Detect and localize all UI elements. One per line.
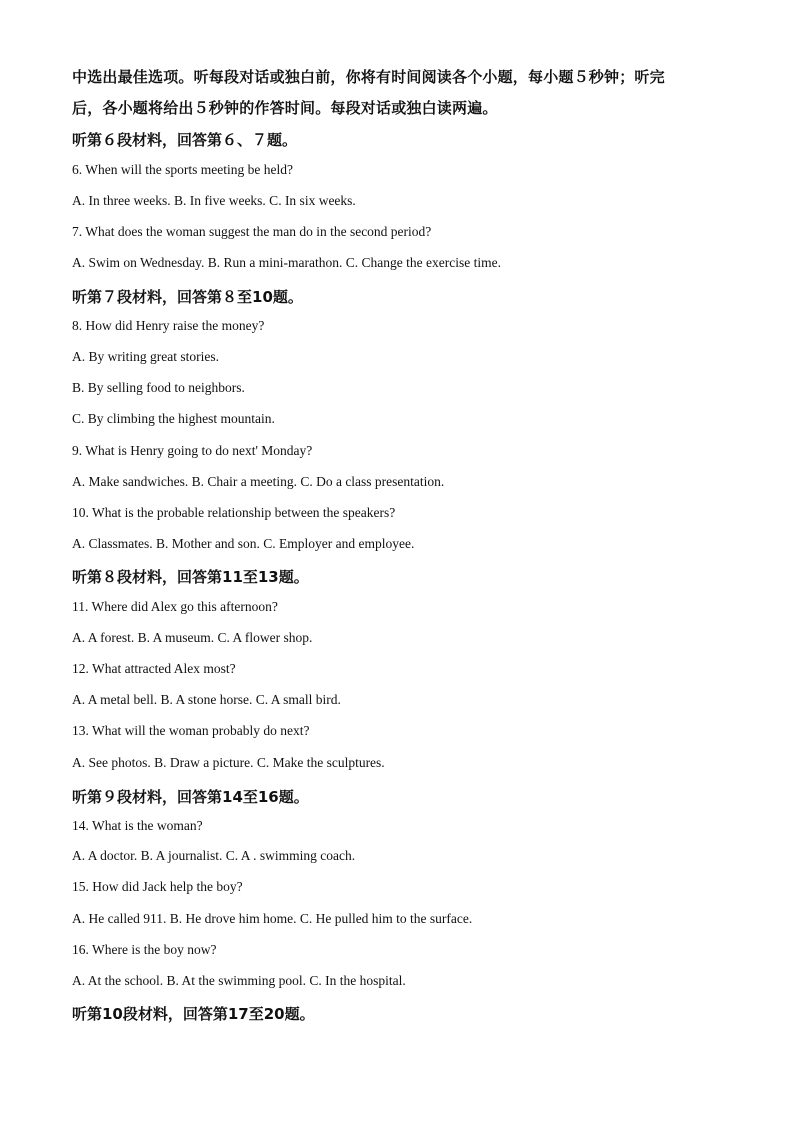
options: A. At the school. B. At the swimming pool. C. In the hospital. [72, 973, 406, 988]
option: B. By selling food to neighbors. [72, 380, 245, 395]
intro-line-1: 中选出最佳选项。听每段对话或独白前，你将有时间阅读各个小题，每小题５秒钟；听完 [72, 68, 665, 86]
intro-line-2: 后，各小题将给出５秒钟的作答时间。每段对话或独白读两遍。 [72, 99, 498, 117]
question: 7. What does the woman suggest the man do in the second period? [72, 224, 432, 239]
question: 11. Where did Alex go this afternoon? [72, 599, 278, 614]
options: A. He called 911. B. He drove him home. C. He pulled him to the surface. [72, 911, 473, 926]
options: A. Make sandwiches. B. Chair a meeting. C. Do a class presentation. [72, 474, 445, 489]
question: 6. When will the sports meeting be held? [72, 162, 293, 177]
section-heading: 听第８段材料，回答第11至13题。 [72, 568, 309, 586]
section-heading: 听第９段材料，回答第14至16题。 [72, 788, 309, 806]
question: 13. What will the woman probably do next? [72, 723, 310, 738]
options: A. In three weeks. B. In five weeks. C. In six weeks. [72, 193, 356, 208]
options: A. Swim on Wednesday. B. Run a mini-marathon. C. Change the exercise time. [72, 255, 501, 270]
options: A. See photos. B. Draw a picture. C. Make the sculptures. [72, 755, 385, 770]
options: A. A metal bell. B. A stone horse. C. A small bird. [72, 692, 341, 707]
question: 14. What is the woman? [72, 818, 203, 833]
question: 8. How did Henry raise the money? [72, 318, 265, 333]
section-heading: 听第10段材料，回答第17至20题。 [72, 1005, 315, 1023]
options: A. A doctor. B. A journalist. C. A . swimming coach. [72, 848, 356, 863]
question: 9. What is Henry going to do next' Monday? [72, 443, 313, 458]
question: 10. What is the probable relationship between the speakers? [72, 505, 396, 520]
section-heading: 听第６段材料，回答第６、７题。 [72, 131, 298, 149]
section-heading: 听第７段材料，回答第８至10题。 [72, 288, 303, 306]
option: C. By climbing the highest mountain. [72, 411, 275, 426]
question: 15. How did Jack help the boy? [72, 879, 243, 894]
option: A. By writing great stories. [72, 349, 219, 364]
question: 12. What attracted Alex most? [72, 661, 236, 676]
options: A. Classmates. B. Mother and son. C. Employer and employee. [72, 536, 415, 551]
options: A. A forest. B. A museum. C. A flower shop. [72, 630, 313, 645]
question: 16. Where is the boy now? [72, 942, 217, 957]
